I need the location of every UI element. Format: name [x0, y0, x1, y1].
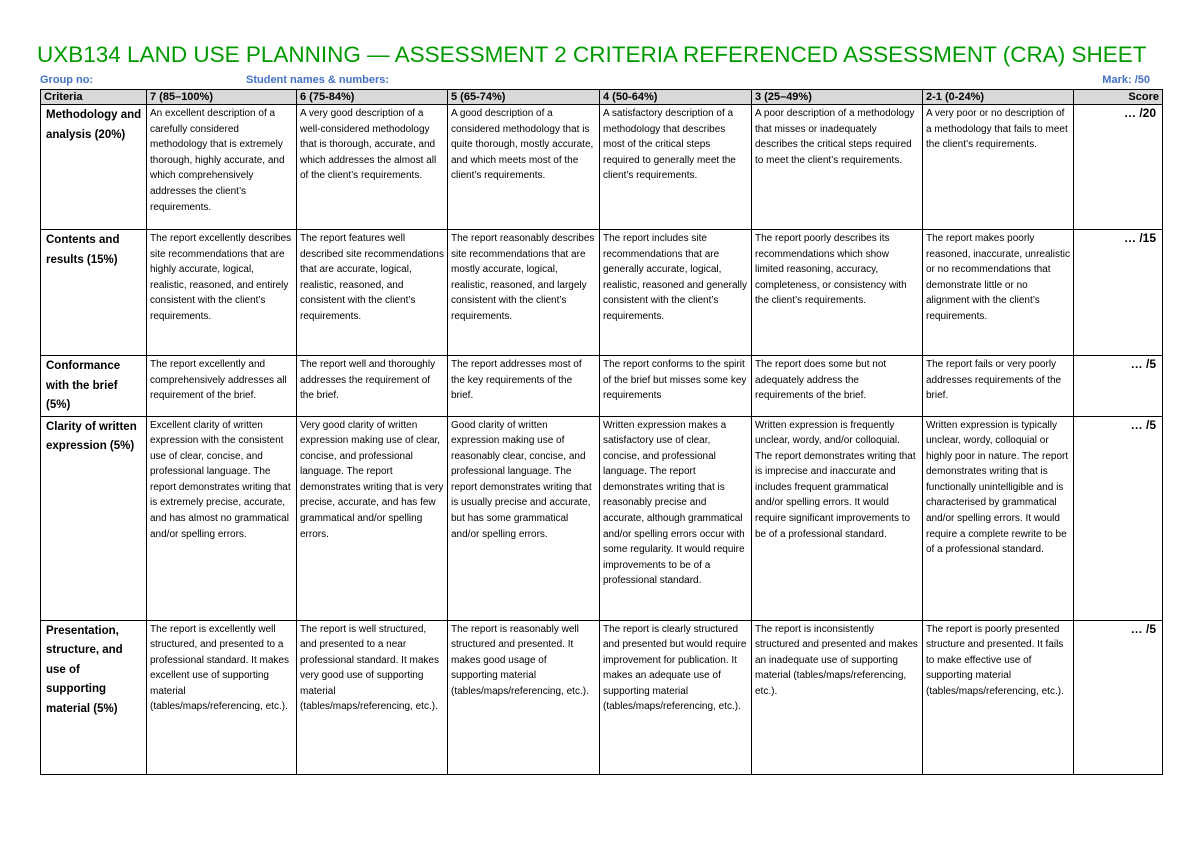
descriptor-cell: Excellent clarity of written expression with the consistent use of clear, concise, and professional language. The report demonstrates writing that is extremely precise, accurate, and has almost no grammatical and/or spelling errors.	[147, 416, 297, 620]
descriptor-cell: The report reasonably describes site recommendations that are mostly accurate, logical, realistic, reasoned, and largely consistent with the client’s requirements.	[448, 230, 600, 356]
descriptor-cell: The report makes poorly reasoned, inaccurate, unrealistic or no recommendations that demonstrate little or no alignment with the client’s requirements.	[923, 230, 1074, 356]
descriptor-cell: The report is well structured, and presented to a near professional standard. It makes very good use of supporting material (tables/maps/referencing, etc.).	[297, 620, 448, 774]
score-cell: … /15	[1074, 230, 1163, 356]
table-row	[41, 230, 1163, 356]
descriptor-cell: A satisfactory description of a methodology that describes most of the critical steps required to generally meet the client’s requirements.	[600, 105, 752, 230]
criteria-cell: Clarity of written expression (5%)	[41, 416, 147, 620]
header-grade-6: 6 (75-84%)	[297, 90, 448, 105]
descriptor-cell: The report features well described site recommendations that are accurate, logical, realistic, reasoned, and consistent with the client’s requirements.	[297, 230, 448, 356]
descriptor-cell: A poor description of a methodology that misses or inadequately describes the critical steps required to meet the client’s requirements.	[752, 105, 923, 230]
descriptor-cell: The report is inconsistently structured and presented and makes an inadequate use of supporting material (tables/maps/referencing, etc.).	[752, 620, 923, 774]
criteria-cell: Methodology and analysis (20%)	[41, 105, 147, 230]
header-row	[41, 90, 1163, 105]
score-cell: … /20	[1074, 105, 1163, 230]
header-criteria: Criteria	[41, 90, 147, 105]
criteria-table	[40, 89, 1163, 775]
descriptor-cell: The report fails or very poorly addresses requirements of the brief.	[923, 356, 1074, 417]
criteria-cell: Conformance with the brief (5%)	[41, 356, 147, 417]
descriptor-cell: Written expression makes a satisfactory use of clear, concise, and professional language. The report demonstrates writing that is reasonably precise and accurate, although grammatical and/or spelling errors occur with some regularity. It would require improvements to be of a professional standard.	[600, 416, 752, 620]
table-row	[41, 620, 1163, 774]
header-grade-7: 7 (85–100%)	[147, 90, 297, 105]
descriptor-cell: Written expression is frequently unclear, wordy, and/or colloquial. The report demonstrates writing that is imprecise and inaccurate and includes frequent grammatical and/or spelling errors. It would require significant improvements to be of a professional standard.	[752, 416, 923, 620]
cra-sheet	[37, 40, 1162, 775]
descriptor-cell: Very good clarity of written expression making use of clear, concise, and professional language. The report demonstrates writing that is very precise, accurate, and has few grammatical and/or spelling errors.	[297, 416, 448, 620]
table-row	[41, 416, 1163, 620]
descriptor-cell: The report well and thoroughly addresses the requirement of the brief.	[297, 356, 448, 417]
table-row	[41, 105, 1163, 230]
table-row	[41, 356, 1163, 417]
descriptor-cell: The report poorly describes its recommendations which show limited reasoning, accuracy, completeness, or consistency with the client’s requirements.	[752, 230, 923, 356]
descriptor-cell: The report is excellently well structured, and presented to a professional standard. It makes excellent use of supporting material (tables/maps/referencing, etc.).	[147, 620, 297, 774]
descriptor-cell: The report does some but not adequately address the requirements of the brief.	[752, 356, 923, 417]
descriptor-cell: A very good description of a well-considered methodology that is thorough, accurate, and which addresses the almost all of the client’s requirements.	[297, 105, 448, 230]
header-grade-2-1: 2-1 (0-24%)	[923, 90, 1074, 105]
score-cell: … /5	[1074, 356, 1163, 417]
criteria-cell: Contents and results (15%)	[41, 230, 147, 356]
criteria-cell: Presentation, structure, and use of supporting material (5%)	[41, 620, 147, 774]
descriptor-cell: The report is clearly structured and presented but would require improvement for publication. It makes an adequate use of supporting material (tables/maps/referencing, etc.).	[600, 620, 752, 774]
score-cell: … /5	[1074, 620, 1163, 774]
student-names-label: Student names & numbers:	[246, 74, 390, 86]
descriptor-cell: The report includes site recommendations that are generally accurate, logical, realistic, reasoned and generally consistent with the client’s requirements.	[600, 230, 752, 356]
page-title: UXB134 LAND USE PLANNING — ASSESSMENT 2 CRITERIA REFERENCED ASSESSMENT (CRA) SHEET	[37, 42, 1147, 67]
descriptor-cell: The report excellently describes site recommendations that are highly accurate, logical, realistic, reasoned, and entirely consistent with the client’s requirements.	[147, 230, 297, 356]
descriptor-cell: The report addresses most of the key requirements of the brief.	[448, 356, 600, 417]
descriptor-cell: The report excellently and comprehensively addresses all requirement of the brief.	[147, 356, 297, 417]
header-grade-4: 4 (50-64%)	[600, 90, 752, 105]
descriptor-cell: Written expression is typically unclear, wordy, colloquial or highly poor in nature. The report demonstrates writing that is functionally unintelligible and is characterised by grammatical and/or spelling errors. It would require a complete rewrite to be of a professional standard.	[923, 416, 1074, 620]
descriptor-cell: A very poor or no description of a methodology that fails to meet the client’s requirements.	[923, 105, 1074, 230]
descriptor-cell: Good clarity of written expression making use of reasonably clear, concise, and professional language. The report demonstrates writing that is usually precise and accurate, but has some grammatical and/or spelling errors.	[448, 416, 600, 620]
descriptor-cell: The report conforms to the spirit of the brief but misses some key requirements	[600, 356, 752, 417]
header-grade-5: 5 (65-74%)	[448, 90, 600, 105]
descriptor-cell: The report is poorly presented structure and presented. It fails to make effective use of supporting material (tables/maps/referencing, etc.).	[923, 620, 1074, 774]
header-grade-3: 3 (25–49%)	[752, 90, 923, 105]
mark-label: Mark: /50	[1102, 74, 1150, 86]
score-cell: … /5	[1074, 416, 1163, 620]
group-number-label: Group no:	[40, 74, 94, 86]
descriptor-cell: A good description of a considered methodology that is quite thorough, mostly accurate, and which meets most of the client’s requirements.	[448, 105, 600, 230]
descriptor-cell: The report is reasonably well structured and presented. It makes good usage of supporting material (tables/maps/referencing, etc.).	[448, 620, 600, 774]
descriptor-cell: An excellent description of a carefully considered methodology that is extremely thorough, highly accurate, and which comprehensively addresses the client’s requirements.	[147, 105, 297, 230]
header-score: Score	[1074, 90, 1163, 105]
sheet-meta	[40, 72, 1162, 88]
